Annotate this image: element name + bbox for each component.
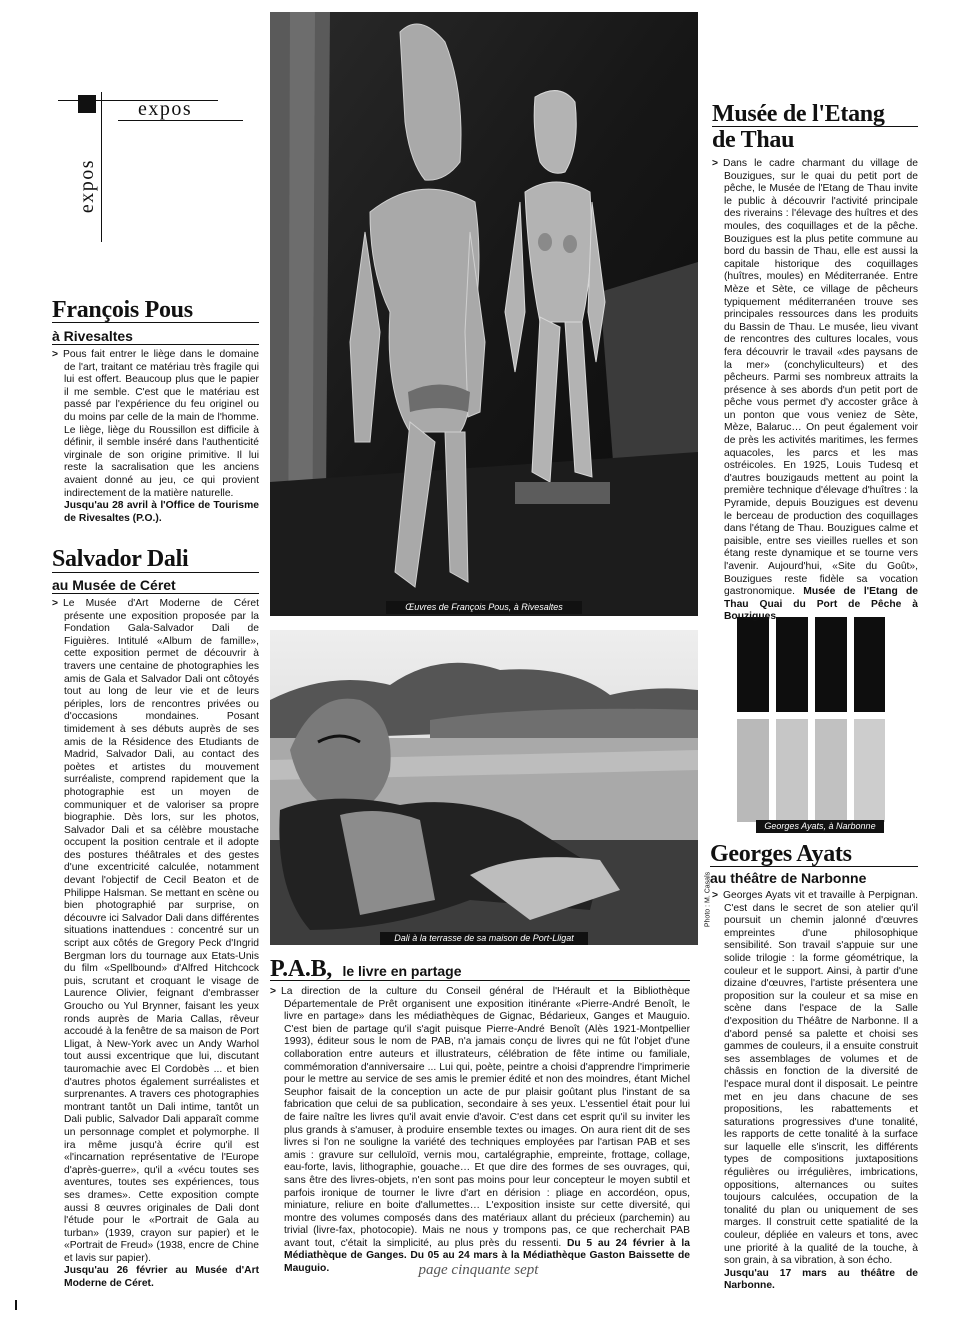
photo-credit: Photo : M. Casals [704, 871, 712, 928]
article-pab-info: Du 5 au 24 février à la Médiathèque de Ganges. Du 05 au 24 mars à la Médiathèque Gaston Baissette de Mauguio. [284, 1237, 690, 1275]
photo-ayats-artwork [737, 617, 885, 822]
article-ayats-body: Georges Ayats vit et travaille à Perpignan. C'est dans le secret de son atelier qu'il poursuit un chemin jalonné d'œuvres empreintes d'une philosophique sensibilité. Son travail s'appuie sur une solide trilogie : la forme géométrique, la couleur et le support. Ainsi, à partir d'une dizaine d'œuvres, l'artiste présentera une proposition sur la couleur et sa mise en scène dans l'espace de la Salle d'exposition du Théâtre de Narbonne. Il a d'abord pensé sa palette et choisi ses gammes de couleurs, il a ensuite construit ses assemblages de volumes et de châssis en fonction de la diversité de l'espace mural dont il disposait. Le peintre met en jeu dans chacune de ses propositions, les rabattements et saturations progressives d'une tonalité, les rapports de cette tonalité à la surface sur laquelle elle s'inscrit, les différents types de compositions juxtapositions régulières ou irrégulières, imbrications, oppositions, alternances ou suites toujours calculées, occupation de la tonalité du plan ou uniquement de ses marges. Il construit cette spatialité de la couleur, dépliée en valeurs et tons, avec une priorité à la qualité de la touche, à son grain, à sa vibration, à son écho. [723, 890, 918, 1267]
article-pous-text [52, 349, 259, 525]
article-thau-text [712, 158, 918, 624]
caption-dali: Dali à la terrasse de sa maison de Port-Lligat [380, 932, 588, 945]
header-black-square [78, 95, 96, 113]
article-pous-body: Pous fait entrer le liège dans le domaine de l'art, traitant ce matériau très fragile qui lui est offert. Beaucoup plus que le papier il me semble. C'est que le matériau est passé par l'expérience du feu originel ou du moins par celle de la main de l'homme. Le liège, liège du Roussillon est difficile à définir, il semble inséré dans l'authenticité virginale de son origine primitive. Il lui reste la sacralisation que les anciens avaient donné au jeu, ce qui provient indirectement de la matière naturelle. [63, 349, 259, 499]
article-pous-rule [52, 322, 259, 323]
article-pab-subtitle: le livre en partage [342, 963, 462, 979]
article-ayats-rule [710, 866, 918, 867]
article-pab-rule [270, 980, 690, 981]
article-pous-title: François Pous [52, 297, 193, 323]
article-dali-title: Salvador Dali [52, 546, 189, 572]
article-dali-subtitle: au Musée de Céret [52, 577, 176, 593]
article-ayats-subtitle: au théâtre de Narbonne [710, 870, 867, 886]
photo-dali [270, 630, 698, 945]
article-pab-body: La direction de la culture du Conseil général de l'Hérault et la Bibliothèque Départementale de Prêt organisent une exposition itinérante «Pierre-André Benoît, le livre en partage» dans les médiathèques de Gignac, Bédarieux, Ganges et Mauguio. C'est bien de partage qu'il s'agit puisque Pierre-André Benoît (Alès 1921-Montpellier 1993), éditeur sous le nom de PAB, n'a jamais conçu de livres qui ne fût l'objet d'une collaboration entre auteurs et illustrateurs, célébration de fête intime ou familiale, commémoration d'anniversaire ... Lui qui, poète, peintre a choisi d'apprendre l'imprimerie pour le mettre au service de ses amis le premier édité et non des moindres, étant Michel Seuphor faisait de la conception un acte de pur plaisir goûtant plus l'instant de sa fabrication que celui de sa publication, secondaire à ses yeux. L'essentiel était pour lui de faire naître les livres qu'il avait envie d'avoir. C'est dans cet esprit qu'il su inviter les plus grands à s'amuser, à produire ensemble textes ou images. On aura rient dit de ses livres si l'on ne souligne la variété des techniques employées par l'artisan PAB et ses amis : gravure sur celluloïd, vernis mou, cartalégraphie, empreinte, frottage, collage, eau-forte, lavis, lithographie, gouache… Et que dire des formes de ses ouvrages, qui, sans être des livres-objets, n'en sont pas moins pour leur concepteur le moyen subtil et parfois ironique de tourner le livre d'art en dérision : pliage en accordéon, opus, miniature, reliure en boite d'allumettes… L'exposition insiste sur cette diversité, qui montre des volumes composés dans des matériaux allant du précieux (parchemin) au trivial (livre-fax, photocopie). Mais ne nous y trompons pas, ce que recherchait PAB avant tout, c'était la simplicité, au plus près du ressenti. [281, 986, 690, 1249]
article-thau-body: Dans le cadre charmant du village de Bouzigues, sur le quai du petit port de pêche, le Musée de l'Etang de Thau invite le public à découvrir l'activité principale des riverains : l'élevage des huîtres et des moules, des coquillages et de la pêche. Bouzigues est la plus petite commune au bord du bassin de Thau, elle est aussi la capitale historique des coquillages (huîtres, moules) en Méditerranée. Entre Mèze et Sète, ce village de pêcheurs typiquement méditerranéen trouve ses principales ressources dans les produits du Bassin de Thau. Le musée, lieu vivant de rencontres des cultures locales, vous fera découvrir le travail «des paysans de la mer» (conchyliculteurs) et des pêcheurs. Parmi ses nombreux attraits la présence à ses abords d'un petit port de pêche vous permet d'y accoster grâce à un ponton que vous veniez de Sète, Mèze, Balaruc… On peut également voir de près les activités maritimes, les fermes aquacoles, les parcs et les mas ostréicoles. En 1925, Louis Tudesq et d'autres bouzigauds mettent au point la première technique d'élevage d'huîtres : la Pyramide, depuis Bouzigues est devenu le berceau de production des coquillages dans l'étang de Thau. Bouzigues calme et paisible, entre ses vieilles ruelles et son étang reste dynamique et se tourne vers l'avenir. Aujourd'hui, «Site du Goût», Bouzigues reste fidèle sa vocation gastronomique. [723, 158, 918, 598]
caption-ayats: Georges Ayats, à Narbonne [756, 820, 884, 833]
article-dali-rule [52, 572, 259, 573]
header-rule-bottom [118, 120, 243, 121]
article-ayats-text [712, 890, 918, 1293]
caption-sculptures: Œuvres de François Pous, à Rivesaltes [386, 601, 582, 614]
page-number-footer: page cinquante sept [418, 1262, 539, 1278]
paragraph-marker: > [270, 986, 277, 997]
article-dali-subrule [52, 593, 259, 594]
article-dali-body: Le Musée d'Art Moderne de Céret présente une exposition proposée par la Fondation Gala-Salvador Dali de Figuières. Intitulé «Album de famille», cette exposition permet de découvrir à travers une centaine de photographies les amis de Gala et Salvador Dali ont côtoyés tout au long de leur vie et de leurs périples, lors de rencontres privées ou d'occasions mondaines. Posant timidement à ses débuts auprès de ses amis de la Résidence des Etudiants de Madrid, Salvador Dali, au contact des poètes et artistes du mouvement surréaliste, comprend rapidement que la photographie est un moyen de communiquer et de valoriser sa propre biographie. Dès lors, sur les photos, Salvador Dali et sa célèbre moustache occupent la position centrale et il adopte des postures théâtrales et des gestes d'une excentricité calculée, notamment devant l'objectif de Cecil Beaton et de Philippe Halsman. Se mettant en scène ou bien photographié par surprise, on découvre ici Salvador Dali dans différentes situations inattendues : concentré sur un script aux côtés de Gregory Peck d'Ingrid Bergman lors du tournage aux Etats-Unis du film «Spellbound» d'Alfred Hitchcock puis, scrutant et croquant le visage de Laurence Olivier, feignant d'embrasser Groucho ou Yul Brynner, faisant les yeux ronds auprès de Maria Callas, rêveur accoudé à la fenêtre de sa maison de Port Lligat, à New-York avec un Andy Warhol tout aussi excentrique que lui, discutant tauromachie avec El Cordobès ... et bien d'autres photos également surréalistes et surprenantes. A travers ces photographies montrant tantôt un Dali intime, tantôt un Dali public, Salvador Dali apparaît comme un personnage complet et polymorphe. Il ira même jusqu'à écrire qu'il est «l'incarnation représentative de l'Europe d'après-guerre», qu'il a «vécu toutes ses aventures, toutes ses expériences, tous ses drames». Cette exposition compte aussi 8 œuvres originales de Dali dont l'étude pour le «Portrait de Gala au turban» (1939, crayon sur papier) et le «Portrait de Freud» (1938, encre de Chine et lavis sur papier). [63, 598, 259, 1264]
paragraph-marker: > [712, 890, 719, 901]
article-pab-title: P.A.B, [270, 956, 332, 982]
photo-sculptures [270, 12, 698, 616]
article-dali-text [52, 598, 259, 1291]
article-ayats-title: Georges Ayats [710, 841, 852, 867]
header-label-vertical: expos [76, 158, 98, 214]
article-thau-info: Musée de l'Etang de Thau Quai du Port de Pêche à Bouzigues. [724, 586, 918, 623]
article-pous-subtitle: à Rivesaltes [52, 328, 133, 344]
article-pab-heading [270, 957, 462, 982]
paragraph-marker: > [712, 158, 719, 169]
article-pous-info: Jusqu'au 28 avril à l'Office de Tourisme de Rivesaltes (P.O.). [64, 500, 259, 524]
article-dali-info: Jusqu'au 26 février au Musée d'Art Moderne de Céret. [64, 1265, 259, 1290]
article-thau-title-line2: de Thau [712, 127, 795, 153]
article-pab-text [270, 986, 690, 1276]
article-ayats-info: Jusqu'au 17 mars au théâtre de Narbonne. [724, 1267, 918, 1292]
paragraph-marker: > [52, 349, 59, 360]
paragraph-marker: > [52, 598, 59, 609]
header-label-horizontal: expos [138, 98, 193, 120]
article-thau-title-line1: Musée de l'Etang [712, 101, 885, 127]
margin-tick [15, 1300, 17, 1310]
header-rule-vertical [101, 92, 102, 242]
article-pous-subrule [52, 344, 259, 345]
